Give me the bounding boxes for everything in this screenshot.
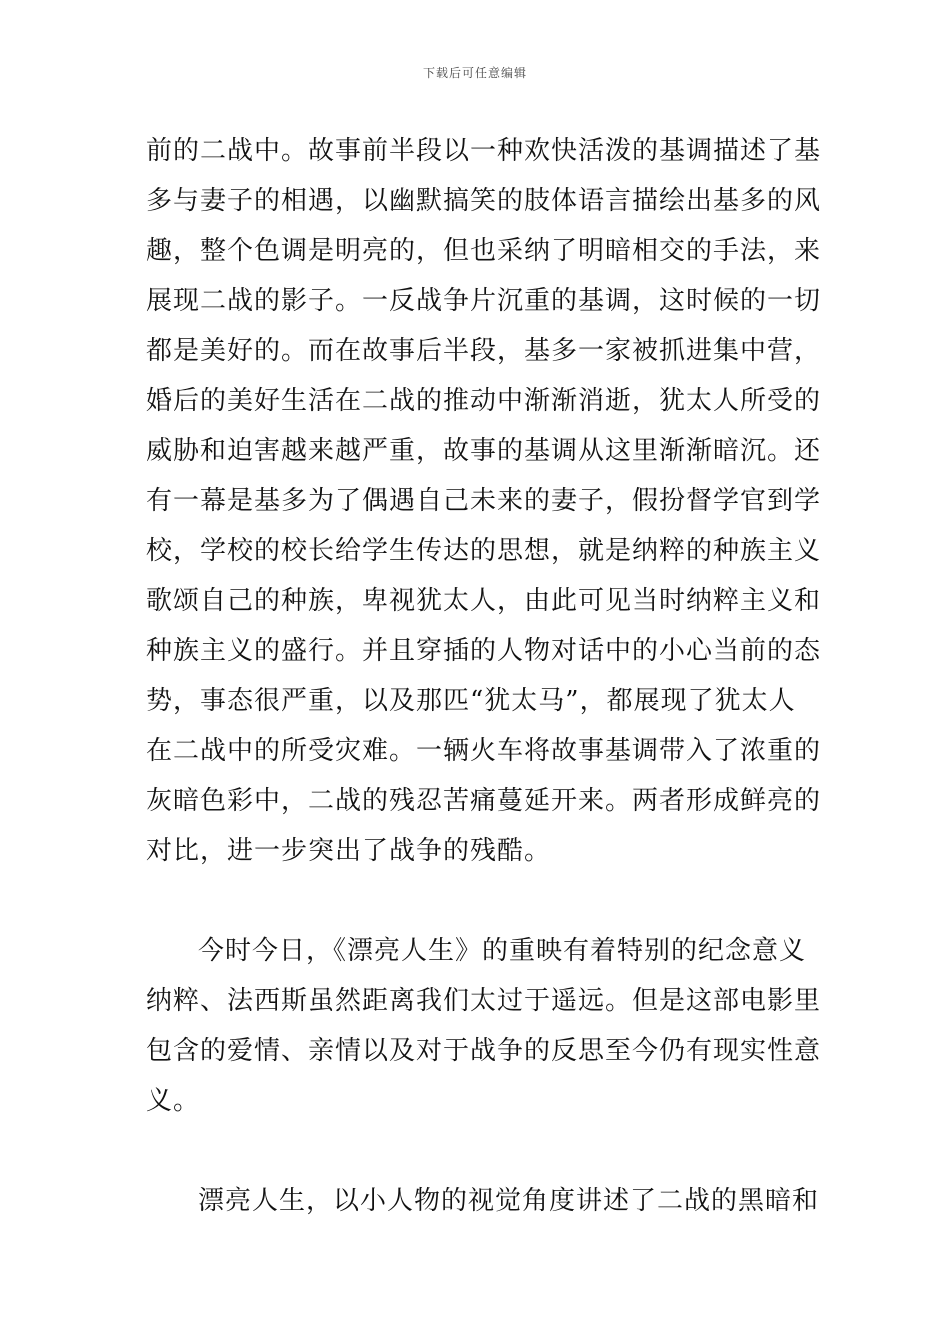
text-line: 对比，进一步突出了战争的残酷。 bbox=[146, 836, 552, 866]
text-line: 威胁和迫害越来越严重，故事的基调从这里渐渐暗沉。还 bbox=[146, 436, 822, 466]
paragraph-gap bbox=[146, 1126, 810, 1176]
paragraph-3 bbox=[146, 1176, 820, 1226]
text-line: 展现二战的影子。一反战争片沉重的基调，这时候的一切 bbox=[146, 286, 822, 316]
page-header: 下载后可任意编辑 bbox=[422, 66, 527, 80]
text-line: 都是美好的。而在故事后半段，基多一家被抓进集中营， bbox=[146, 336, 822, 366]
text-line: 趣，整个色调是明亮的，但也采纳了明暗相交的手法，来 bbox=[146, 236, 822, 266]
paragraph-gap bbox=[146, 876, 810, 926]
text-line: 婚后的美好生活在二战的推动中渐渐消逝，犹太人所受的 bbox=[146, 386, 822, 416]
paragraph-2 bbox=[146, 926, 822, 1126]
text-line: 在二战中的所受灾难。一辆火车将故事基调带入了浓重的 bbox=[146, 736, 822, 766]
text-line: 势，事态很严重，以及那匹“犹太马”，都展现了犹太人 bbox=[146, 686, 796, 716]
text-line: 前的二战中。故事前半段以一种欢快活泼的基调描述了基 bbox=[146, 136, 822, 166]
text-line: 有一幕是基多为了偶遇自己未来的妻子，假扮督学官到学 bbox=[146, 486, 822, 516]
text-line: 漂亮人生，以小人物的视觉角度讲述了二战的黑暗和 bbox=[198, 1186, 820, 1216]
text-line: 纳粹、法西斯虽然距离我们太过于遥远。但是这部电影里 bbox=[146, 986, 822, 1016]
text-line: 包含的爱情、亲情以及对于战争的反思至今仍有现实性意 bbox=[146, 1036, 822, 1066]
text-line: 歌颂自己的种族，卑视犹太人，由此可见当时纳粹主义和 bbox=[146, 586, 822, 616]
text-line: 种族主义的盛行。并且穿插的人物对话中的小心当前的态 bbox=[146, 636, 822, 666]
text-line: 今时今日，《漂亮人生》的重映有着特别的纪念意义 bbox=[198, 936, 807, 966]
document-body bbox=[146, 126, 822, 1226]
paragraph-1 bbox=[146, 126, 822, 876]
text-line: 义。 bbox=[146, 1086, 201, 1116]
text-line: 灰暗色彩中，二战的残忍苦痛蔓延开来。两者形成鲜亮的 bbox=[146, 786, 822, 816]
text-line: 多与妻子的相遇，以幽默搞笑的肢体语言描绘出基多的风 bbox=[146, 186, 822, 216]
text-line: 校，学校的校长给学生传达的思想，就是纳粹的种族主义 bbox=[146, 536, 822, 566]
